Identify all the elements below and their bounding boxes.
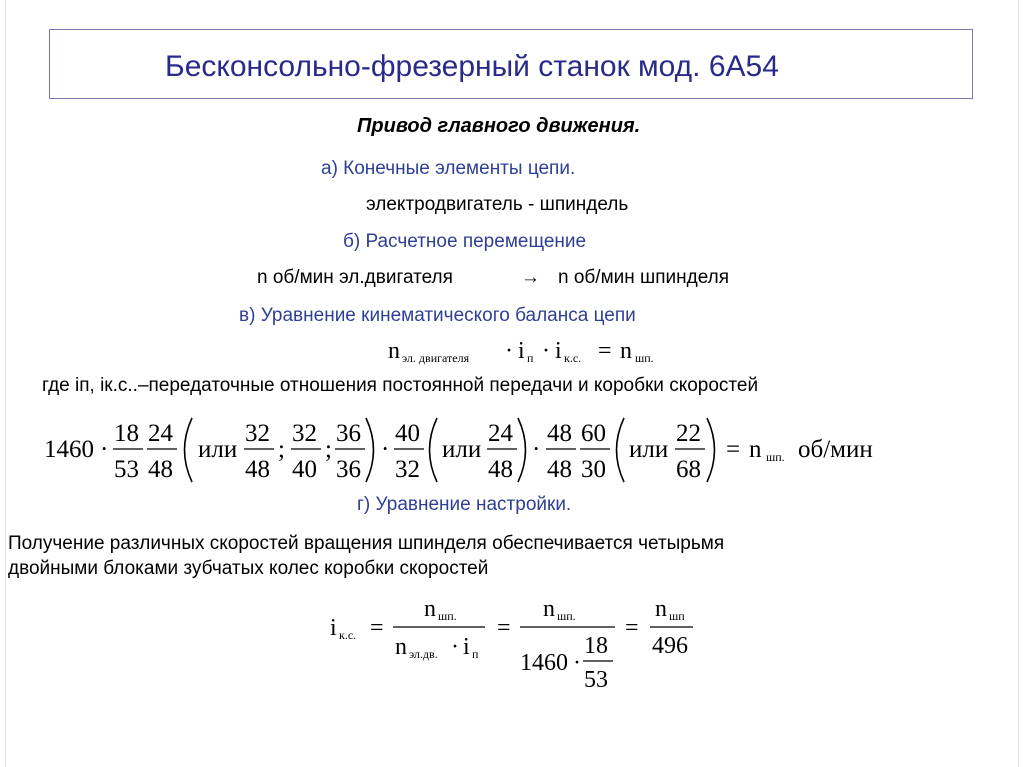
eq2-f8-den: 48 — [547, 456, 572, 483]
eq2-f10-num: 22 — [676, 420, 701, 447]
eq1-sub-p: п — [527, 351, 534, 365]
eq1-i-ks: i — [555, 338, 562, 364]
speed-equation — [40, 412, 900, 488]
eq2-f2-num: 24 — [148, 420, 173, 447]
motion-from: n об/мин эл.двигателя — [257, 267, 453, 288]
eq2-f2-den: 48 — [148, 456, 173, 483]
eq2-paren-open-2 — [430, 418, 438, 482]
eq2-f9-den: 30 — [581, 456, 606, 483]
eq3-i: i — [330, 615, 337, 641]
eq3-num1-n: n — [424, 596, 436, 622]
eq2-or-3: или — [629, 436, 669, 463]
eq2-equals: = — [726, 436, 741, 463]
eq2-or-2: или — [442, 436, 482, 463]
slide-title: Бесконсольно-фрезерный станок мод. 6А54 — [165, 50, 779, 83]
item-a: а) Конечные элементы цепи. — [321, 158, 576, 179]
eq2-f1-num: 18 — [114, 420, 139, 447]
section-heading: Привод главного движения. — [357, 115, 641, 137]
eq2-unit: об/мин — [798, 436, 873, 463]
eq2-paren-close-1 — [366, 418, 374, 482]
eq2-paren-close-3 — [707, 418, 715, 482]
eq1-dot-2: · — [542, 338, 550, 364]
eq1-sub-motor: эл. двигателя — [402, 351, 470, 365]
eq2-f1-den: 53 — [114, 456, 139, 483]
eq3-denominator: 496 — [652, 633, 688, 659]
eq2-paren-open-1 — [185, 418, 193, 482]
eq2-f10-den: 68 — [676, 456, 701, 483]
eq3-num3-sub: шп — [669, 609, 685, 623]
eq2-f6-den: 32 — [395, 456, 420, 483]
eq2-f9-num: 60 — [581, 420, 606, 447]
eq2-f8-num: 48 — [547, 420, 572, 447]
eq1-dot-1: · — [505, 338, 513, 364]
eq3-den1-sub-p: п — [472, 647, 479, 661]
eq2-f7-den: 48 — [488, 456, 513, 483]
eq2-f3-den: 48 — [245, 456, 270, 483]
item-d: г) Уравнение настройки. — [357, 494, 572, 515]
eq2-base: 1460 — [44, 436, 94, 463]
paragraph-line-2: двойными блоками зубчатых колес коробки скоростей — [8, 558, 489, 579]
eq3-num1-sub: шп. — [438, 609, 457, 623]
eq3-den1-sub: эл.дв. — [409, 647, 438, 661]
eq2-dot-3: · — [532, 436, 541, 463]
paragraph-line-1: Получение различных скоростей вращения шпинделя обеспечивается четырьмя — [8, 533, 725, 554]
eq1-sub-spindle: шп. — [635, 351, 654, 365]
eq3-den1-n: n — [395, 634, 407, 660]
chain-ends-text: электродвигатель - шпиндель — [366, 194, 629, 215]
arrow-glyph: → — [521, 267, 540, 288]
eq3-num2-n: n — [543, 596, 555, 622]
eq3-den1-i: i — [463, 634, 470, 660]
eq2-paren-open-3 — [617, 418, 625, 482]
eq2-f4-den: 40 — [292, 456, 317, 483]
eq2-f7-num: 24 — [488, 420, 513, 447]
eq2-f5-num: 36 — [336, 420, 361, 447]
eq1-i-p: i — [518, 338, 525, 364]
eq3-num3-n: n — [655, 596, 667, 622]
eq2-n: n — [749, 436, 762, 463]
kinematic-balance-equation — [380, 330, 680, 370]
eq3-equals-3: = — [625, 615, 639, 641]
eq2-f6-num: 40 — [395, 420, 420, 447]
where-explanation: где iп, iк.с..–передаточные отношения постоянной передачи и коробки скоростей — [42, 375, 759, 396]
setting-equation — [325, 590, 725, 702]
item-b: б) Расчетное перемещение — [343, 231, 587, 252]
eq3-f-den: 53 — [584, 667, 608, 693]
eq2-semicolon-1: ; — [278, 436, 285, 463]
eq2-dot-2: · — [381, 436, 390, 463]
motion-to: n об/мин шпинделя — [558, 267, 730, 288]
eq3-equals-1: = — [370, 615, 384, 641]
eq3-num2-sub: шп. — [557, 609, 576, 623]
eq2-f3-num: 32 — [245, 420, 270, 447]
eq3-dot-2: · — [573, 650, 581, 676]
eq2-sub-spindle: шп. — [766, 450, 785, 464]
eq3-equals-2: = — [497, 615, 511, 641]
eq2-dot-1: · — [100, 436, 109, 463]
eq1-sub-ks: к.с. — [564, 351, 582, 365]
eq1-n-spindle: n — [620, 338, 632, 364]
eq3-sub-ks: к.с. — [339, 628, 357, 642]
eq1-equals: = — [598, 338, 612, 364]
item-c: в) Уравнение кинематического баланса цепи — [239, 305, 636, 326]
eq2-semicolon-2: ; — [325, 436, 332, 463]
left-border-line — [5, 0, 6, 767]
eq2-or-1: или — [198, 436, 238, 463]
eq3-dot-1: · — [451, 634, 459, 660]
eq2-f5-den: 36 — [336, 456, 361, 483]
eq3-base: 1460 — [520, 650, 568, 676]
eq2-paren-close-2 — [518, 418, 526, 482]
right-border-line — [1018, 0, 1019, 767]
eq2-f4-num: 32 — [292, 420, 317, 447]
eq1-n: n — [388, 338, 400, 364]
eq3-f-num: 18 — [584, 633, 608, 659]
